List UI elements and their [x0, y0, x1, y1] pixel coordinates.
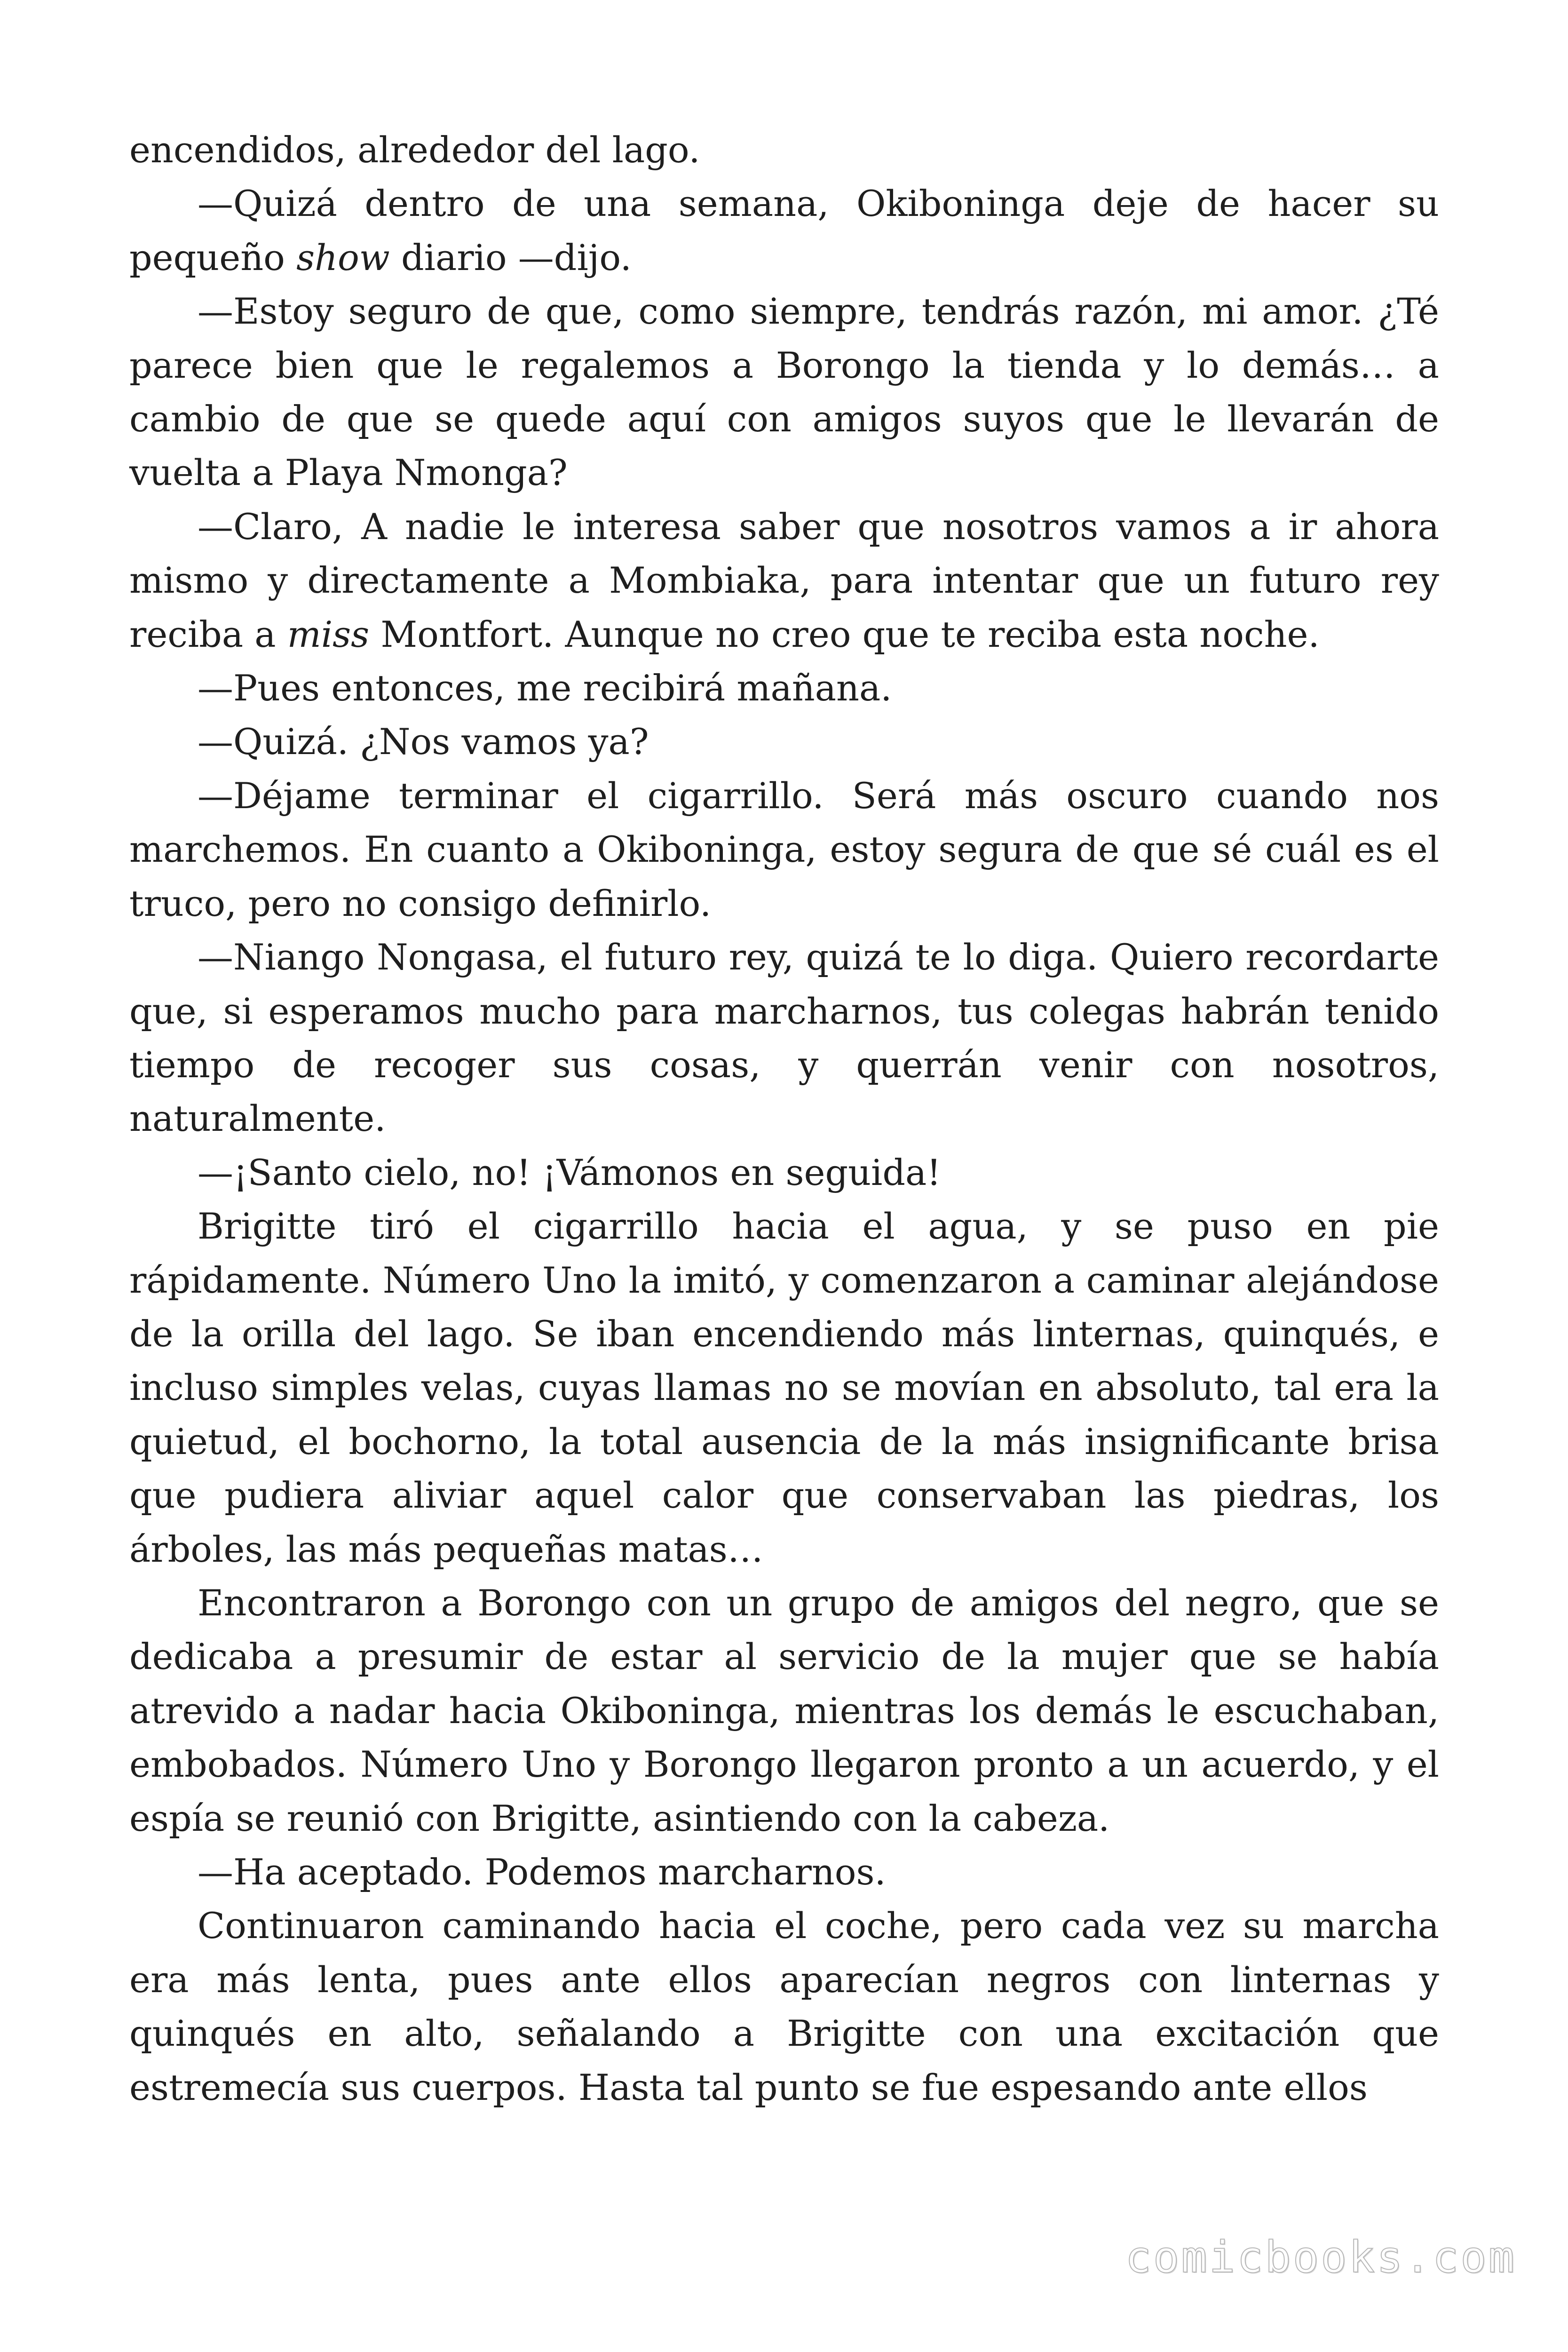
watermark: comicbooks.com: [1125, 2232, 1516, 2282]
paragraph: —Déjame terminar el cigarrillo. Será más oscuro cuando nos marchemos. En cuanto a Okiboninga, estoy segura de que sé cuál es el truco, pero no consigo definirlo.: [129, 774, 1439, 924]
paragraph: encendidos, alrededor del lago.: [129, 129, 700, 171]
paragraph: —Pues entonces, me recibirá mañana.: [198, 667, 892, 709]
paragraph: Brigitte tiró el cigarrillo hacia el agua, y se puso en pie rápidamente. Número Uno la imitó, y comenzaron a caminar alejándose de la orilla del lago. Se iban encendiendo más linternas, quinqués, e incluso simples velas, cuyas llamas no se movían en absoluto, tal era la quietud, el bochorno, la total ausencia de la más insignificante brisa que pudiera aliviar aquel calor que conservaban las piedras, los árboles, las más pequeñas matas…: [129, 1205, 1439, 1570]
paragraph: Continuaron caminando hacia el coche, pero cada vez su marcha era más lenta, pues ante ellos aparecían negros con linternas y quinqués en alto, señalando a Brigitte con una excitación que estremecía sus cuerpos. Hasta tal punto se fue espesando ante ellos: [129, 1905, 1439, 2108]
paragraph: —Niango Nongasa, el futuro rey, quizá te lo diga. Quiero recordarte que, si esperamos mucho para marcharnos, tus colegas habrán tenido tiempo de recoger sus cosas, y querrán venir con nosotros, naturalmente.: [129, 936, 1439, 1140]
paragraph: —Ha aceptado. Podemos marcharnos.: [198, 1851, 886, 1893]
paragraph: —Quizá. ¿Nos vamos ya?: [198, 721, 649, 763]
paragraph: —Estoy seguro de que, como siempre, tendrás razón, mi amor. ¿Té parece bien que le regalemos a Borongo la tienda y lo demás… a cambio de que se quede aquí con amigos suyos que le llevarán de vuelta a Playa Nmonga?: [129, 290, 1439, 494]
paragraph: —Quizá dentro de una semana, Okiboninga deje de hacer su pequeño show diario —dijo.: [129, 183, 1439, 278]
paragraph: —¡Santo cielo, no! ¡Vámonos en seguida!: [198, 1151, 941, 1193]
italic-word: show: [296, 236, 390, 278]
page-body: [129, 123, 1439, 2114]
italic-word: miss: [287, 613, 370, 655]
paragraph: Encontraron a Borongo con un grupo de amigos del negro, que se dedicaba a presumir de estar al servicio de la mujer que se había atrevido a nadar hacia Okiboninga, mientras los demás le escuchaban, embobados. Número Uno y Borongo llegaron pronto a un acuerdo, y el espía se reunió con Brigitte, asintiendo con la cabeza.: [129, 1581, 1439, 1839]
paragraph: —Claro, A nadie le interesa saber que nosotros vamos a ir ahora mismo y directamente a Mombiaka, para intentar que un futuro rey reciba a miss Montfort. Aunque no creo que te reciba esta noche.: [129, 505, 1439, 655]
